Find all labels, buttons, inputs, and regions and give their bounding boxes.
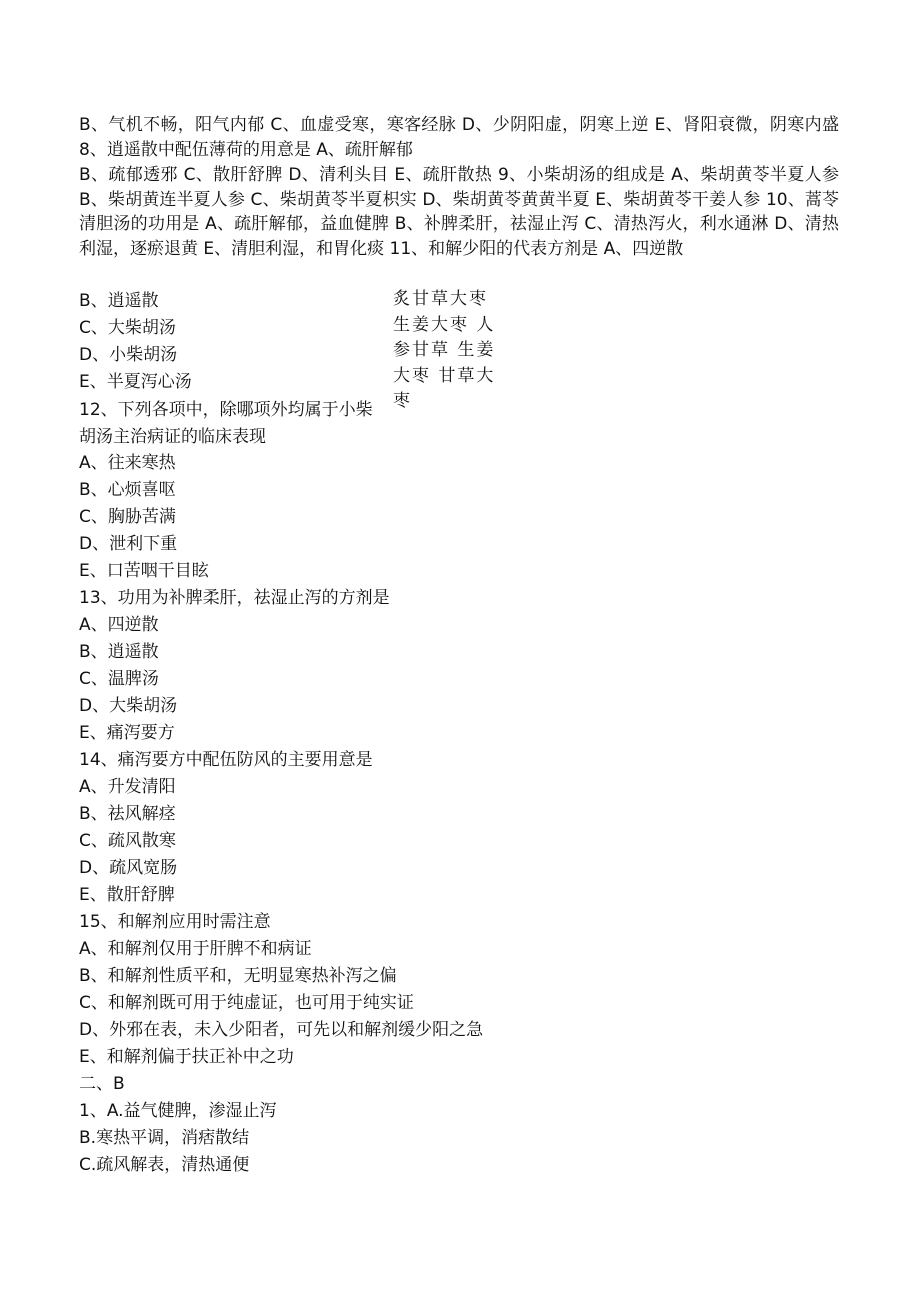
q11-option-d: D、小柴胡汤 — [79, 345, 178, 365]
b1-option-c: C.疏风解表，清热通便 — [79, 1155, 250, 1175]
q12-option-c: C、胸胁苦满 — [79, 507, 176, 527]
q13-option-d: D、大柴胡汤 — [79, 696, 178, 716]
q13-option-c: C、温脾汤 — [79, 669, 159, 689]
side-column-text: 炙甘草大枣生姜大枣 人参甘草 生姜大枣 甘草大枣 — [393, 289, 496, 411]
b1-option-a: 1、A.益气健脾，渗湿止泻 — [79, 1101, 277, 1121]
b1-option-b: B.寒热平调，消痞散结 — [79, 1128, 250, 1148]
q11-option-b: B、逍遥散 — [79, 291, 159, 311]
q14-option-b: B、祛风解痉 — [79, 804, 176, 824]
q11-option-c: C、大柴胡汤 — [79, 318, 176, 338]
q12-option-e: E、口苦咽干目眩 — [79, 561, 209, 581]
q15-option-d: D、外邪在表，未入少阳者，可先以和解剂缓少阳之急 — [79, 1020, 484, 1040]
q13-stem: 13、功用为补脾柔肝，祛湿止泻的方剂是 — [79, 588, 390, 608]
q14-option-a: A、升发清阳 — [79, 777, 176, 797]
paragraph-q8-q11: B、疏郁透邪 C、散肝舒脾 D、清利头目 E、疏肝散热 9、小柴胡汤的组成是 A、柴胡黄苓半夏人参 B、柴胡黄连半夏人参 C、柴胡黄苓半夏枳实 D、柴胡黄苓黄黄半夏 E、柴胡黄苓干姜人参 10、蒿苓清胆汤的功用是 A、疏肝解郁，益血健脾 B、补脾柔肝，祛湿止泻 C、清热泻火，利水通淋 D、清热利湿，逐瘀退黄 E、清胆利湿，和胃化痰 11、和解少阳的代表方剂是 A、四逆散 — [79, 165, 839, 259]
section-heading-b: 二、B — [79, 1074, 125, 1094]
paragraph-q7-q8: B、气机不畅，阳气内郁 C、血虚受寒，寒客经脉 D、少阴阳虚，阴寒上逆 E、肾阳衰微，阴寒内盛 8、逍遥散中配伍薄荷的用意是 A、疏肝解郁 — [79, 115, 839, 160]
q15-stem: 15、和解剂应用时需注意 — [79, 912, 271, 932]
q12-option-b: B、心烦喜呕 — [79, 480, 176, 500]
q15-option-b: B、和解剂性质平和，无明显寒热补泻之偏 — [79, 966, 397, 986]
q13-option-b: B、逍遥散 — [79, 642, 159, 662]
q14-stem: 14、痛泻要方中配伍防风的主要用意是 — [79, 750, 373, 770]
q15-option-a: A、和解剂仅用于肝脾不和病证 — [79, 939, 312, 959]
q15-option-e: E、和解剂偏于扶正补中之功 — [79, 1047, 294, 1067]
q13-option-e: E、痛泻要方 — [79, 723, 175, 743]
q14-option-d: D、疏风宽肠 — [79, 858, 178, 878]
q14-option-c: C、疏风散寒 — [79, 831, 176, 851]
q13-option-a: A、四逆散 — [79, 615, 159, 635]
q14-option-e: E、散肝舒脾 — [79, 885, 175, 905]
q11-option-e: E、半夏泻心汤 — [79, 372, 192, 392]
q12-option-a: A、往来寒热 — [79, 453, 176, 473]
q12-option-d: D、泄利下重 — [79, 534, 178, 554]
q15-option-c: C、和解剂既可用于纯虚证，也可用于纯实证 — [79, 993, 414, 1013]
q12-stem: 12、下列各项中，除哪项外均属于小柴胡汤主治病证的临床表现 — [79, 400, 373, 447]
